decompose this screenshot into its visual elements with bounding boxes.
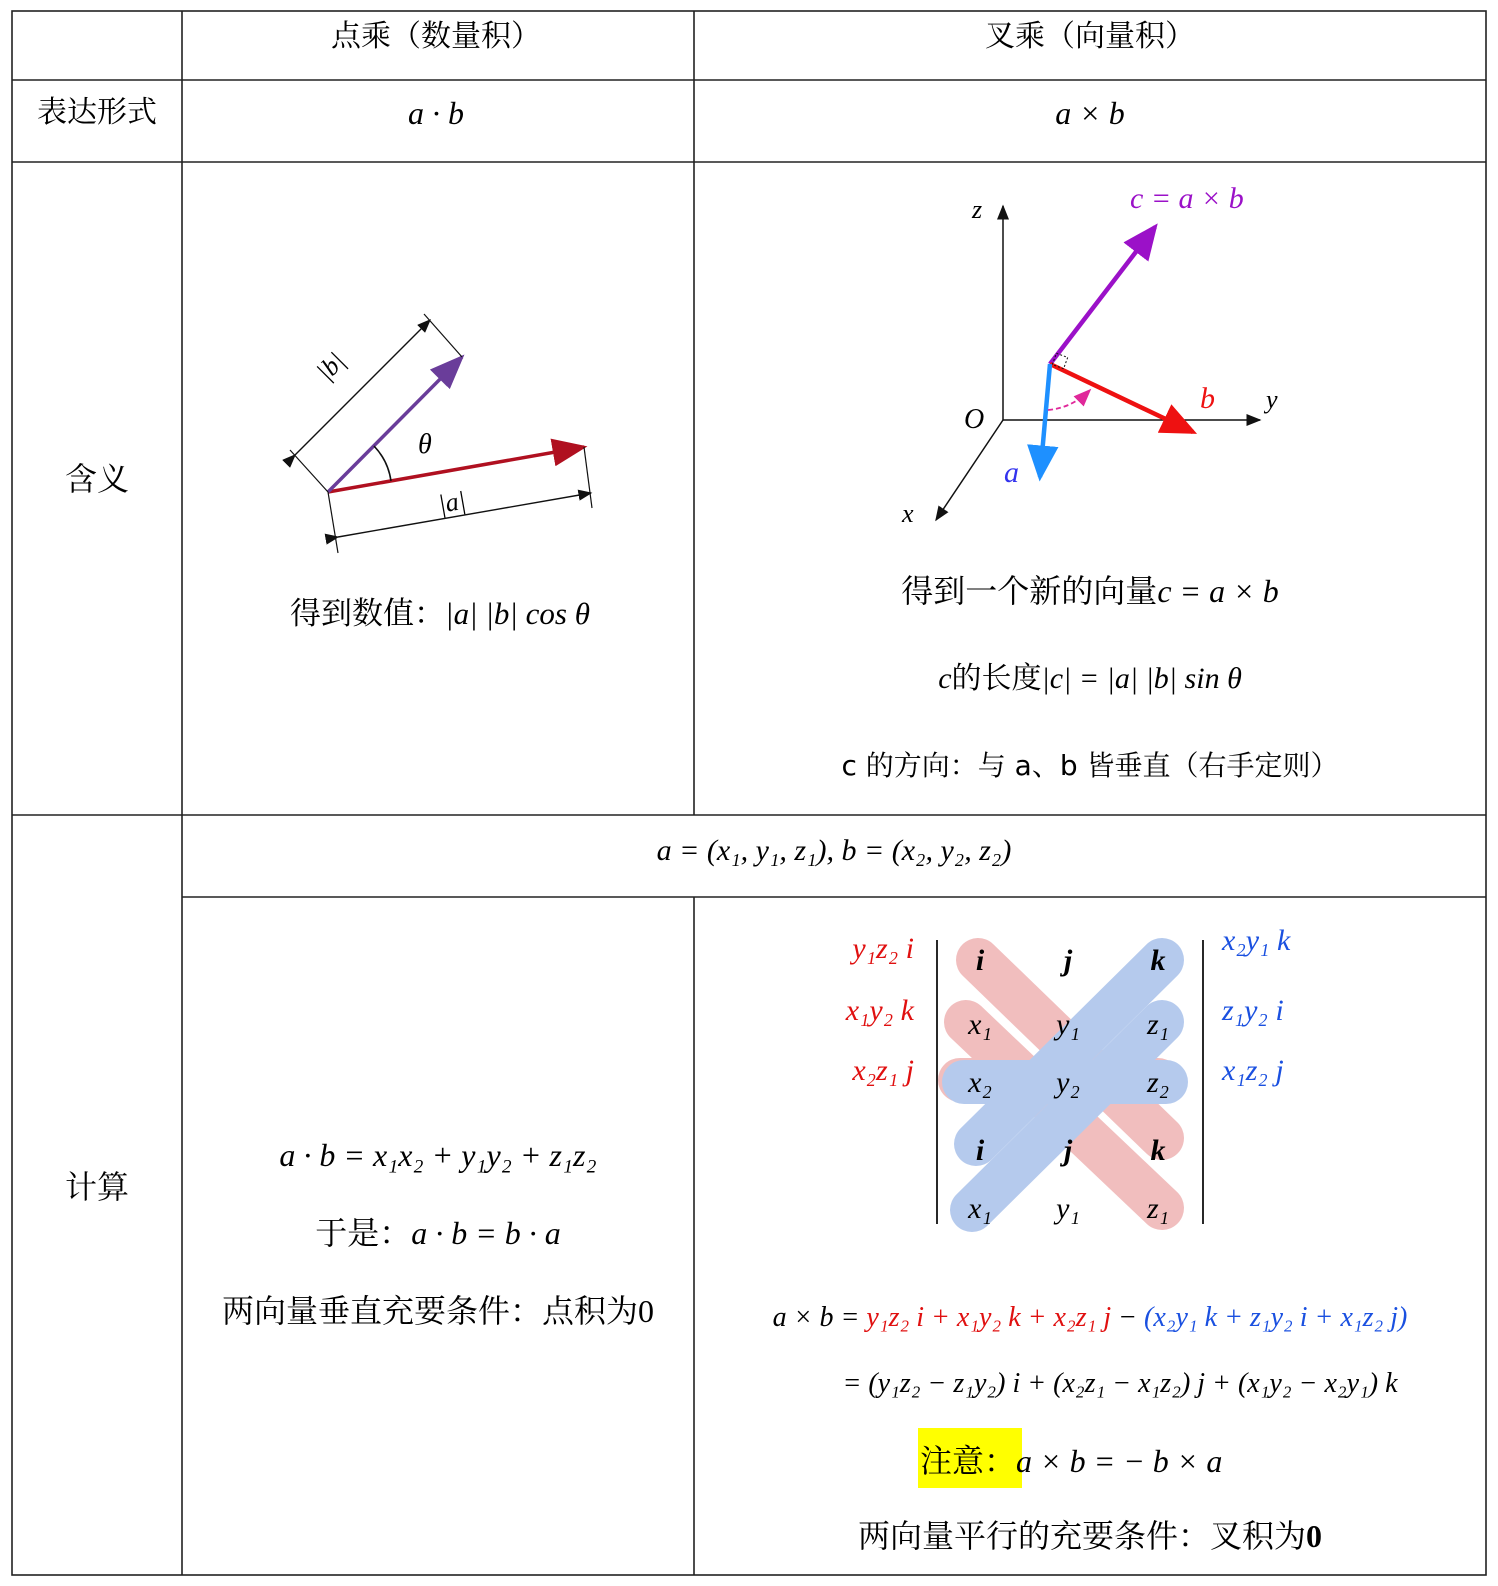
left-term: x₂z₁ j (852, 1054, 914, 1087)
matrix-cell: z₂ (1146, 1066, 1170, 1099)
x-axis-label: x (902, 499, 914, 528)
cross-line1-formula: c = a × b (1157, 573, 1279, 609)
right-term: z₁y₂ i (1222, 994, 1284, 1027)
cross-formula-minus: − (1118, 1302, 1138, 1333)
dot-product-diagram (290, 314, 592, 553)
matrix-cell: i (975, 944, 985, 977)
matrix-cell: k (1150, 944, 1166, 977)
angle-arc (374, 446, 391, 481)
cross-formula-lhs: a × b = (772, 1302, 860, 1333)
matrix-cell: x₁ (968, 1008, 992, 1041)
a-extension-line-2 (584, 447, 592, 508)
cross-line2-prefix: c (938, 662, 952, 695)
dot-perp-zero: 0 (638, 1293, 655, 1329)
vector-c-label: c = a × b (1130, 182, 1244, 215)
b-magnitude-label: |b| (310, 346, 351, 387)
parallel-zero: 0 (1306, 1518, 1323, 1554)
cross-compute-formula-line2: = (y₁z₂ − z₁y₂) i + (x₂z₁ − x₁z₂) j + (x₁y₂ − x₂y₁) k (842, 1368, 1398, 1399)
matrix-cell: y₁ (1056, 1008, 1080, 1041)
note-line (920, 1442, 1222, 1480)
cross-meaning-line2 (938, 661, 1242, 696)
left-term: x₁y₂ k (845, 994, 914, 1027)
header-dot-product: 点乘（数量积） (331, 19, 541, 54)
cross-expression: a × b (1055, 95, 1125, 131)
a-magnitude-label: |a| (436, 485, 468, 519)
cross-line2-formula: |c| = |a| |b| sin θ (1041, 662, 1242, 695)
coordinates-formula: a = (x₁, y₁, z₁), b = (x₂, y₂, z₂) (656, 834, 1012, 867)
matrix-cell: k (1150, 1134, 1166, 1167)
matrix-cell: y₁ (1056, 1192, 1080, 1225)
dot-meaning-result (290, 596, 590, 632)
dot-commute-line (315, 1214, 561, 1252)
z-axis-label: z (972, 195, 983, 224)
matrix-cell: z₁ (1146, 1008, 1170, 1041)
cross-line1-text: 得到一个新的向量 (901, 572, 1158, 610)
determinant-diagram (845, 924, 1291, 1225)
table-border (12, 11, 1486, 1575)
row-label-meaning: 含义 (64, 460, 130, 498)
dot-perpendicular-line (222, 1292, 654, 1330)
rotation-arc (1048, 390, 1090, 410)
note-label: 注意： (920, 1442, 1017, 1480)
matrix-cell: z₁ (1146, 1192, 1170, 1225)
origin-label: O (964, 404, 985, 435)
dot-result-formula: |a| |b| cos θ (445, 596, 590, 631)
matrix-cell: x₂ (968, 1066, 992, 1099)
matrix-cell: x₁ (968, 1192, 992, 1225)
header-cross-product: 叉乘（向量积） (985, 19, 1195, 54)
b-magnitude-dimension (295, 320, 430, 455)
cross-line2-text: 的长度 (951, 661, 1042, 696)
parallel-text: 两向量平行的充要条件：叉积为 (857, 1517, 1307, 1555)
right-term: x₁z₂ j (1222, 1054, 1284, 1087)
matrix-cell: j (1063, 1134, 1073, 1167)
x-axis (936, 420, 1003, 520)
dot-compute-formula: a · b = x₁x₂ + y₁y₂ + z₁z₂ (279, 1137, 597, 1173)
vector-a-label: a (1004, 456, 1019, 489)
cross-vector-b-arrow (1050, 364, 1193, 432)
cross-meaning-line3: c 的方向：与 a、b 皆垂直（右手定则） (841, 749, 1339, 782)
dot-result-prefix: 得到数值： (290, 596, 446, 632)
cross-formula-blue-terms: (x₂y₁ k + z₁y₂ i + x₁z₂ j) (1144, 1302, 1408, 1333)
left-term: y₁z₂ i (852, 932, 914, 965)
cross-compute-formula (773, 1302, 1408, 1333)
b-extension-line-2 (424, 314, 462, 357)
table-grid (12, 11, 1486, 1575)
cross-parallel-line (858, 1517, 1322, 1555)
right-terms (1221, 924, 1291, 1087)
matrix-cell: i (975, 1134, 985, 1167)
left-terms (845, 932, 915, 1087)
dot-commute-prefix: 于是： (315, 1214, 412, 1252)
cross-formula-red-terms: y₁z₂ i + x₁y₂ k + x₂z₁ j (866, 1302, 1112, 1333)
matrix-cell: j (1063, 944, 1073, 977)
vector-c-arrow (1050, 227, 1155, 364)
a-extension-line-1 (328, 492, 338, 553)
cross-product-diagram (901, 182, 1278, 528)
dot-commute-formula: a · b = b · a (411, 1215, 561, 1251)
row-label-compute: 计算 (64, 1168, 130, 1206)
y-axis-label: y (1266, 385, 1278, 414)
angle-theta-label: θ (418, 429, 432, 460)
right-term: x₂y₁ k (1222, 924, 1291, 957)
cross-meaning-line1 (901, 572, 1278, 610)
matrix-cell: y₂ (1056, 1066, 1080, 1099)
row-label-expression: 表达形式 (37, 95, 157, 130)
vector-b-label: b (1200, 382, 1215, 415)
dot-expression: a · b (408, 95, 464, 131)
dot-perp-text: 两向量垂直充要条件：点积为 (221, 1292, 639, 1330)
note-formula: a × b = − b × a (1016, 1443, 1223, 1479)
b-extension-line-1 (290, 450, 328, 492)
